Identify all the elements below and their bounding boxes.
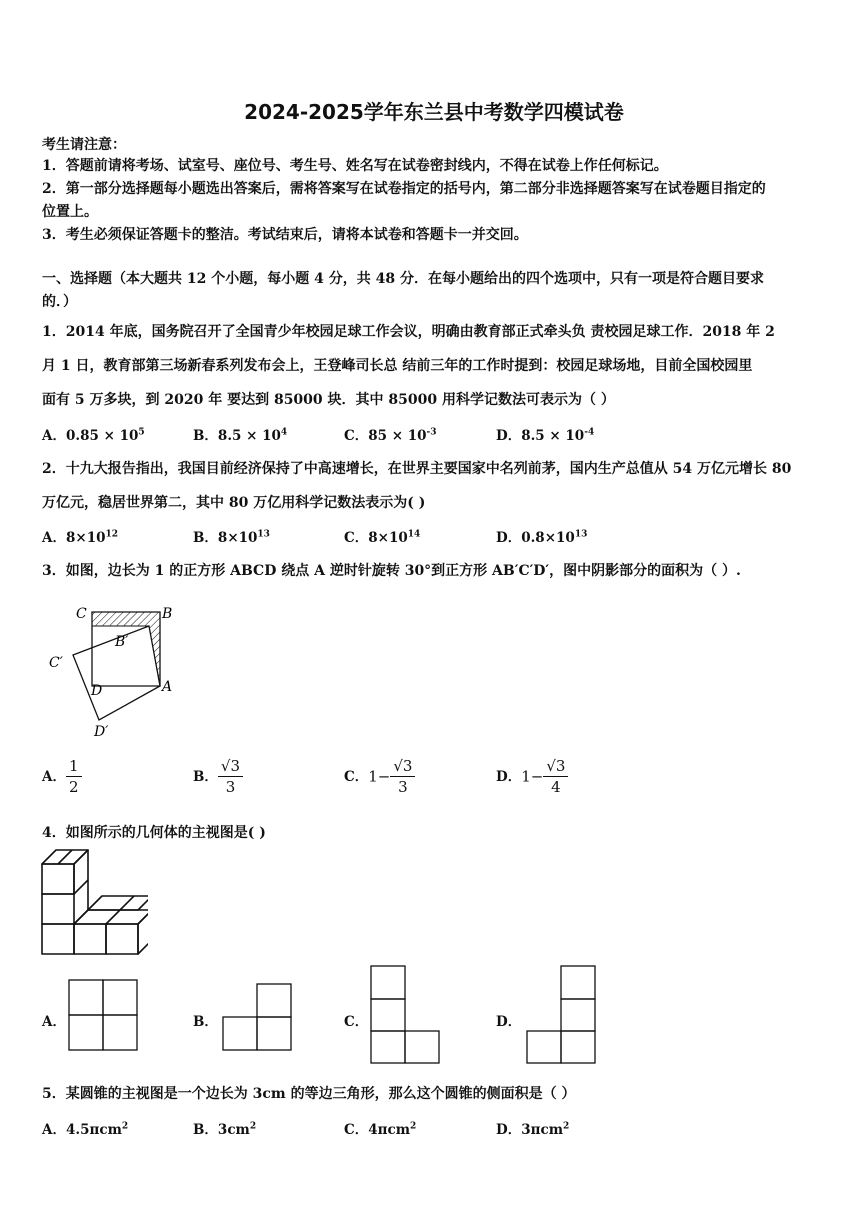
q5-option-b[interactable]: B．$3cm^2$ (193, 1121, 257, 1138)
q4-option-c[interactable]: C． (344, 1014, 369, 1030)
q1-text: 1．2014 年底，国务院召开了全国青少年校园足球工作会议，明确由教育部正式牵头负 责校园足球工作．2018 年 2 (42, 324, 775, 340)
label-b: B (162, 606, 173, 622)
label-c-prime: C′ (49, 655, 63, 671)
q5-option-d[interactable]: D．3πcm$^2$ (496, 1121, 570, 1138)
q1-option-a[interactable]: A．$0.85 \times 10^5$ (42, 427, 145, 444)
label-b-prime: B′ (115, 634, 129, 650)
notice-item: 3．考生必须保证答题卡的整洁。考试结束后，请将本试卷和答题卡一并交回。 (42, 227, 528, 243)
label-a: A (162, 679, 173, 695)
q4-option-b[interactable]: B． (193, 1014, 218, 1030)
q1-option-c[interactable]: C．$85 \times 10^{-3}$ (344, 427, 437, 444)
q2-text: 2．十九大报告指出，我国目前经济保持了中高速增长，在世界主要国家中名列前茅，国内生产总值从 54 万亿元增长 80 (42, 461, 792, 477)
q5-option-a[interactable]: A．4.5πcm$^2$ (42, 1121, 129, 1138)
q4-option-a[interactable]: A． (42, 1014, 66, 1030)
label-d: D (91, 683, 103, 699)
fraction: $\frac{1}{2}$ (66, 756, 82, 797)
section-heading: 一、选择题（本大题共 12 个小题，每小题 4 分，共 48 分．在每小题给出的四个选项中，只有一项是符合题目要求 (42, 271, 764, 287)
fraction: $\frac{√3}{3}$ (390, 756, 415, 797)
label-d-prime: D′ (94, 724, 109, 740)
q4-option-b-figure[interactable] (222, 983, 292, 1051)
q3-option-b[interactable]: B． $\frac{√3}{3}$ (193, 756, 243, 797)
q1-text: 月 1 日，教育部第三场新春系列发布会上，王登峰司长总 结前三年的工作时提到：校园足球场地，目前全国校园里 (42, 358, 753, 374)
q2-option-a[interactable]: A．$8\times 10^{12}$ (42, 529, 119, 546)
q2-text: 万亿元，稳居世界第二，其中 80 万亿用科学记数法表示为( ) (42, 495, 426, 511)
page-title: 2024-2025学年东兰县中考数学四模试卷 (244, 100, 624, 124)
notice-item: 1．答题前请将考场、试室号、座位号、考生号、姓名写在试卷密封线内，不得在试卷上作任何标记。 (42, 158, 668, 174)
q1-option-d[interactable]: D．$8.5 \times 10^{-4}$ (496, 427, 595, 444)
q1-option-b[interactable]: B．$8.5 \times 10^4$ (193, 427, 288, 444)
fraction: $\frac{√3}{4}$ (543, 756, 568, 797)
q2-option-d[interactable]: D．$0.8\times 10^{13}$ (496, 529, 588, 546)
q5-text: 5．某圆锥的主视图是一个边长为 3cm 的等边三角形，那么这个圆锥的侧面积是（ ） (42, 1086, 576, 1102)
q4-option-d-figure[interactable] (526, 965, 596, 1065)
q3-rotated-square-figure (40, 596, 190, 746)
q4-3d-cube-solid (38, 844, 148, 956)
q3-text: 3．如图，边长为 1 的正方形 ABCD 绕点 A 逆时针旋转 30°到正方形 AB′C′D′，图中阴影部分的面积为（ ）. (42, 563, 741, 579)
q4-text: 4．如图所示的几何体的主视图是( ) (42, 825, 266, 841)
fraction: $\frac{√3}{3}$ (218, 756, 243, 797)
q3-option-a[interactable]: A． $\frac{1}{2}$ (42, 756, 82, 797)
q1-text: 面有 5 万多块，到 2020 年 要达到 85000 块．其中 85000 用科学记数法可表示为（ ） (42, 392, 615, 408)
q4-option-c-figure[interactable] (370, 965, 440, 1065)
notice-item: 位置上。 (42, 204, 98, 220)
q5-option-c[interactable]: C．4πcm$^2$ (344, 1121, 417, 1138)
label-c: C (76, 606, 87, 622)
notice-heading: 考生请注意： (42, 137, 126, 153)
section-heading-cont: 的．） (42, 294, 77, 310)
q2-option-c[interactable]: C．$8\times 10^{14}$ (344, 529, 421, 546)
q4-option-a-figure[interactable] (68, 979, 138, 1051)
notice-item: 2．第一部分选择题每小题选出答案后，需将答案写在试卷指定的括号内，第二部分非选择题答案写在试卷题目指定的 (42, 181, 766, 197)
q3-option-d[interactable]: D．1− $\frac{√3}{4}$ (496, 756, 568, 797)
q4-option-d[interactable]: D． (496, 1014, 522, 1030)
q2-option-b[interactable]: B．$8\times 10^{13}$ (193, 529, 270, 546)
q3-option-c[interactable]: C．1− $\frac{√3}{3}$ (344, 756, 415, 797)
